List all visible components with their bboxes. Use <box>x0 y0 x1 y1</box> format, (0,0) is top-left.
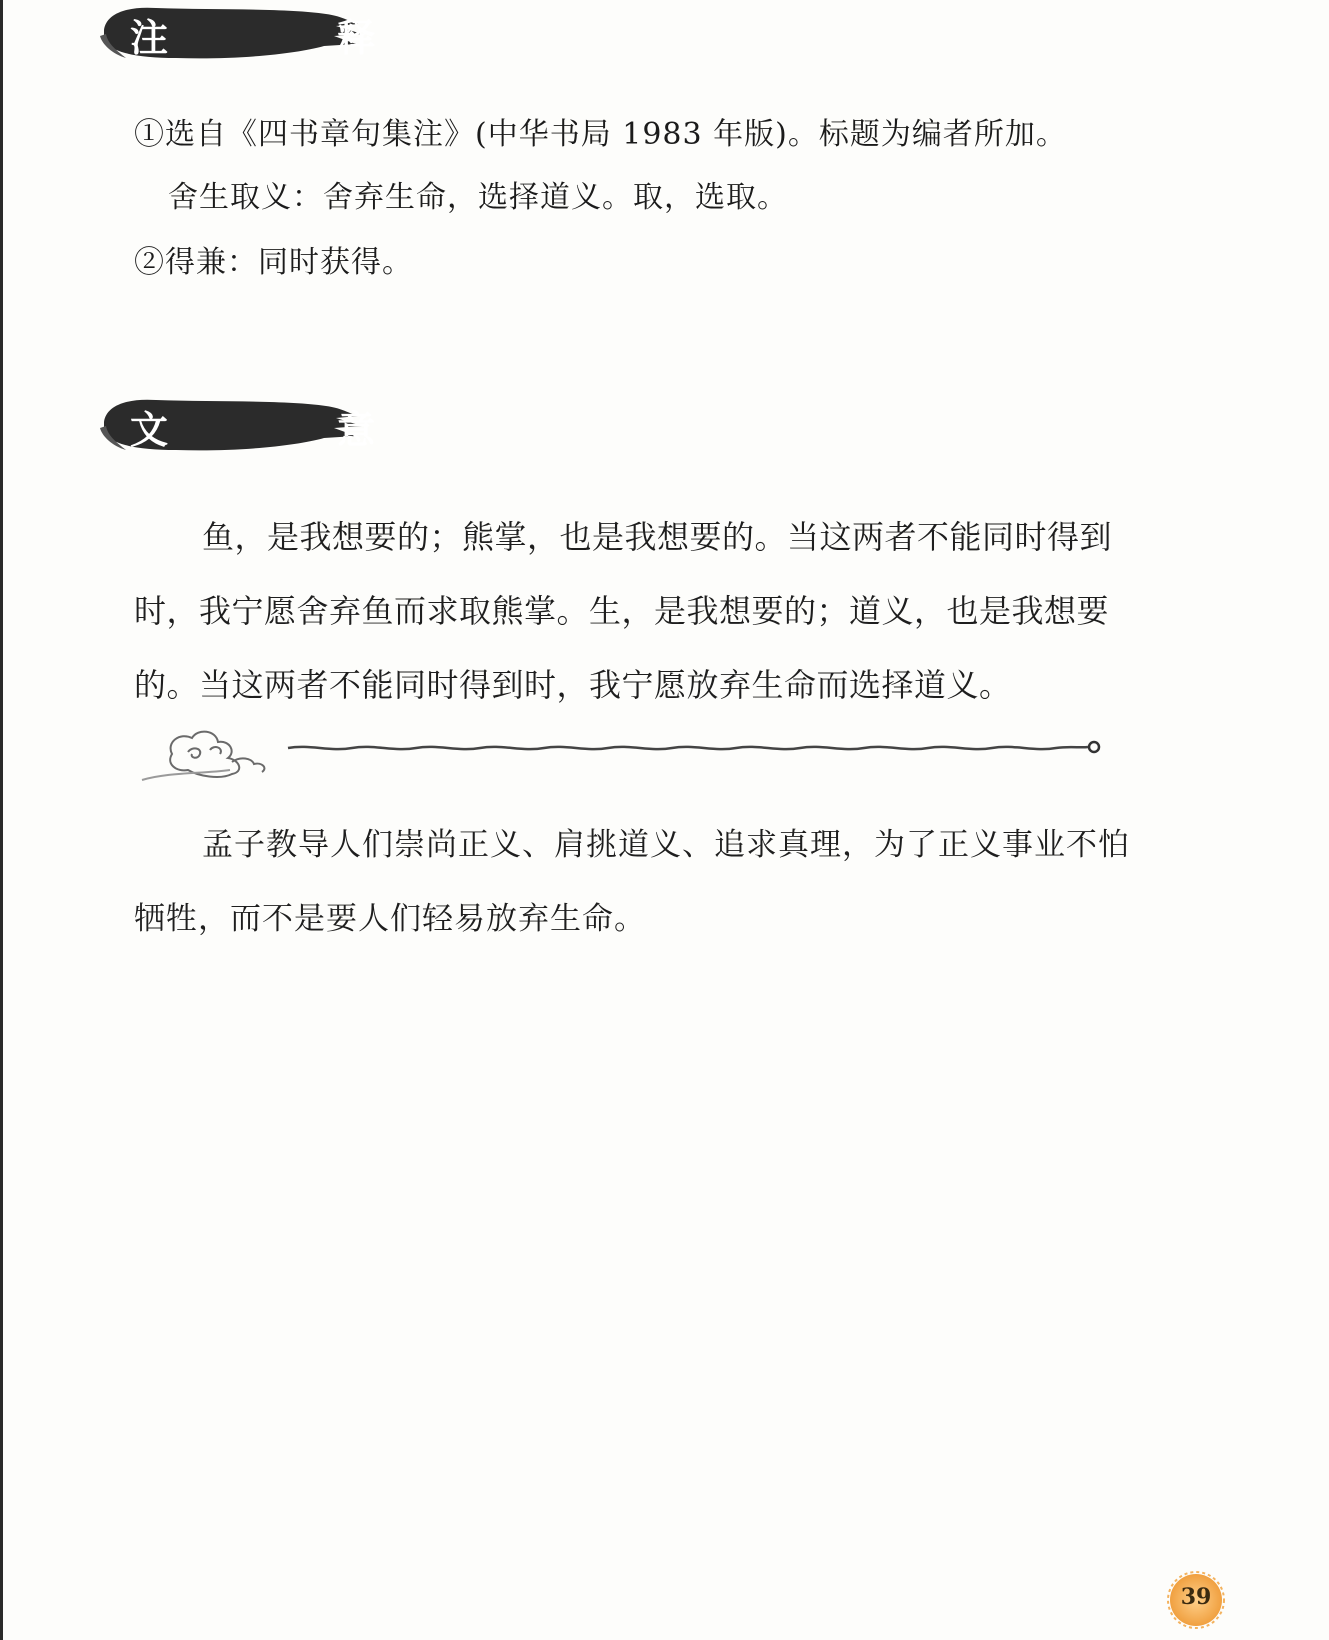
commentary-paragraph: 孟子教导人们崇尚正义、肩挑道义、追求真理，为了正义事业不怕牺牲，而不是要人们轻易放弃生命。 <box>134 827 1130 937</box>
page-number-badge <box>1166 1570 1226 1630</box>
notes-heading: 注 释 <box>130 15 454 60</box>
note-item-1-gloss: 舍生取义：舍弃生命，选择道义。取，选取。 <box>168 180 788 215</box>
notes-heading-banner <box>96 0 454 72</box>
meaning-paragraph: 鱼，是我想要的；熊掌，也是我想要的。当这两者不能同时得到时，我宁愿舍弃鱼而求取熊掌。生，是我想要的；道义，也是我想要的。当这两者不能同时得到时，我宁愿放弃生命而选择道义。 <box>134 518 1113 704</box>
meaning-heading: 文 意 <box>130 407 454 452</box>
cloud-divider-icon <box>140 722 1150 792</box>
page-number: 39 <box>1180 1584 1212 1610</box>
note-item-1: ①选自《四书章句集注》(中华书局 1983 年版)。标题为编者所加。 <box>134 117 1067 152</box>
meaning-heading-banner <box>96 392 454 464</box>
page-edge <box>0 0 3 1640</box>
note-item-2: ②得兼：同时获得。 <box>134 245 413 280</box>
